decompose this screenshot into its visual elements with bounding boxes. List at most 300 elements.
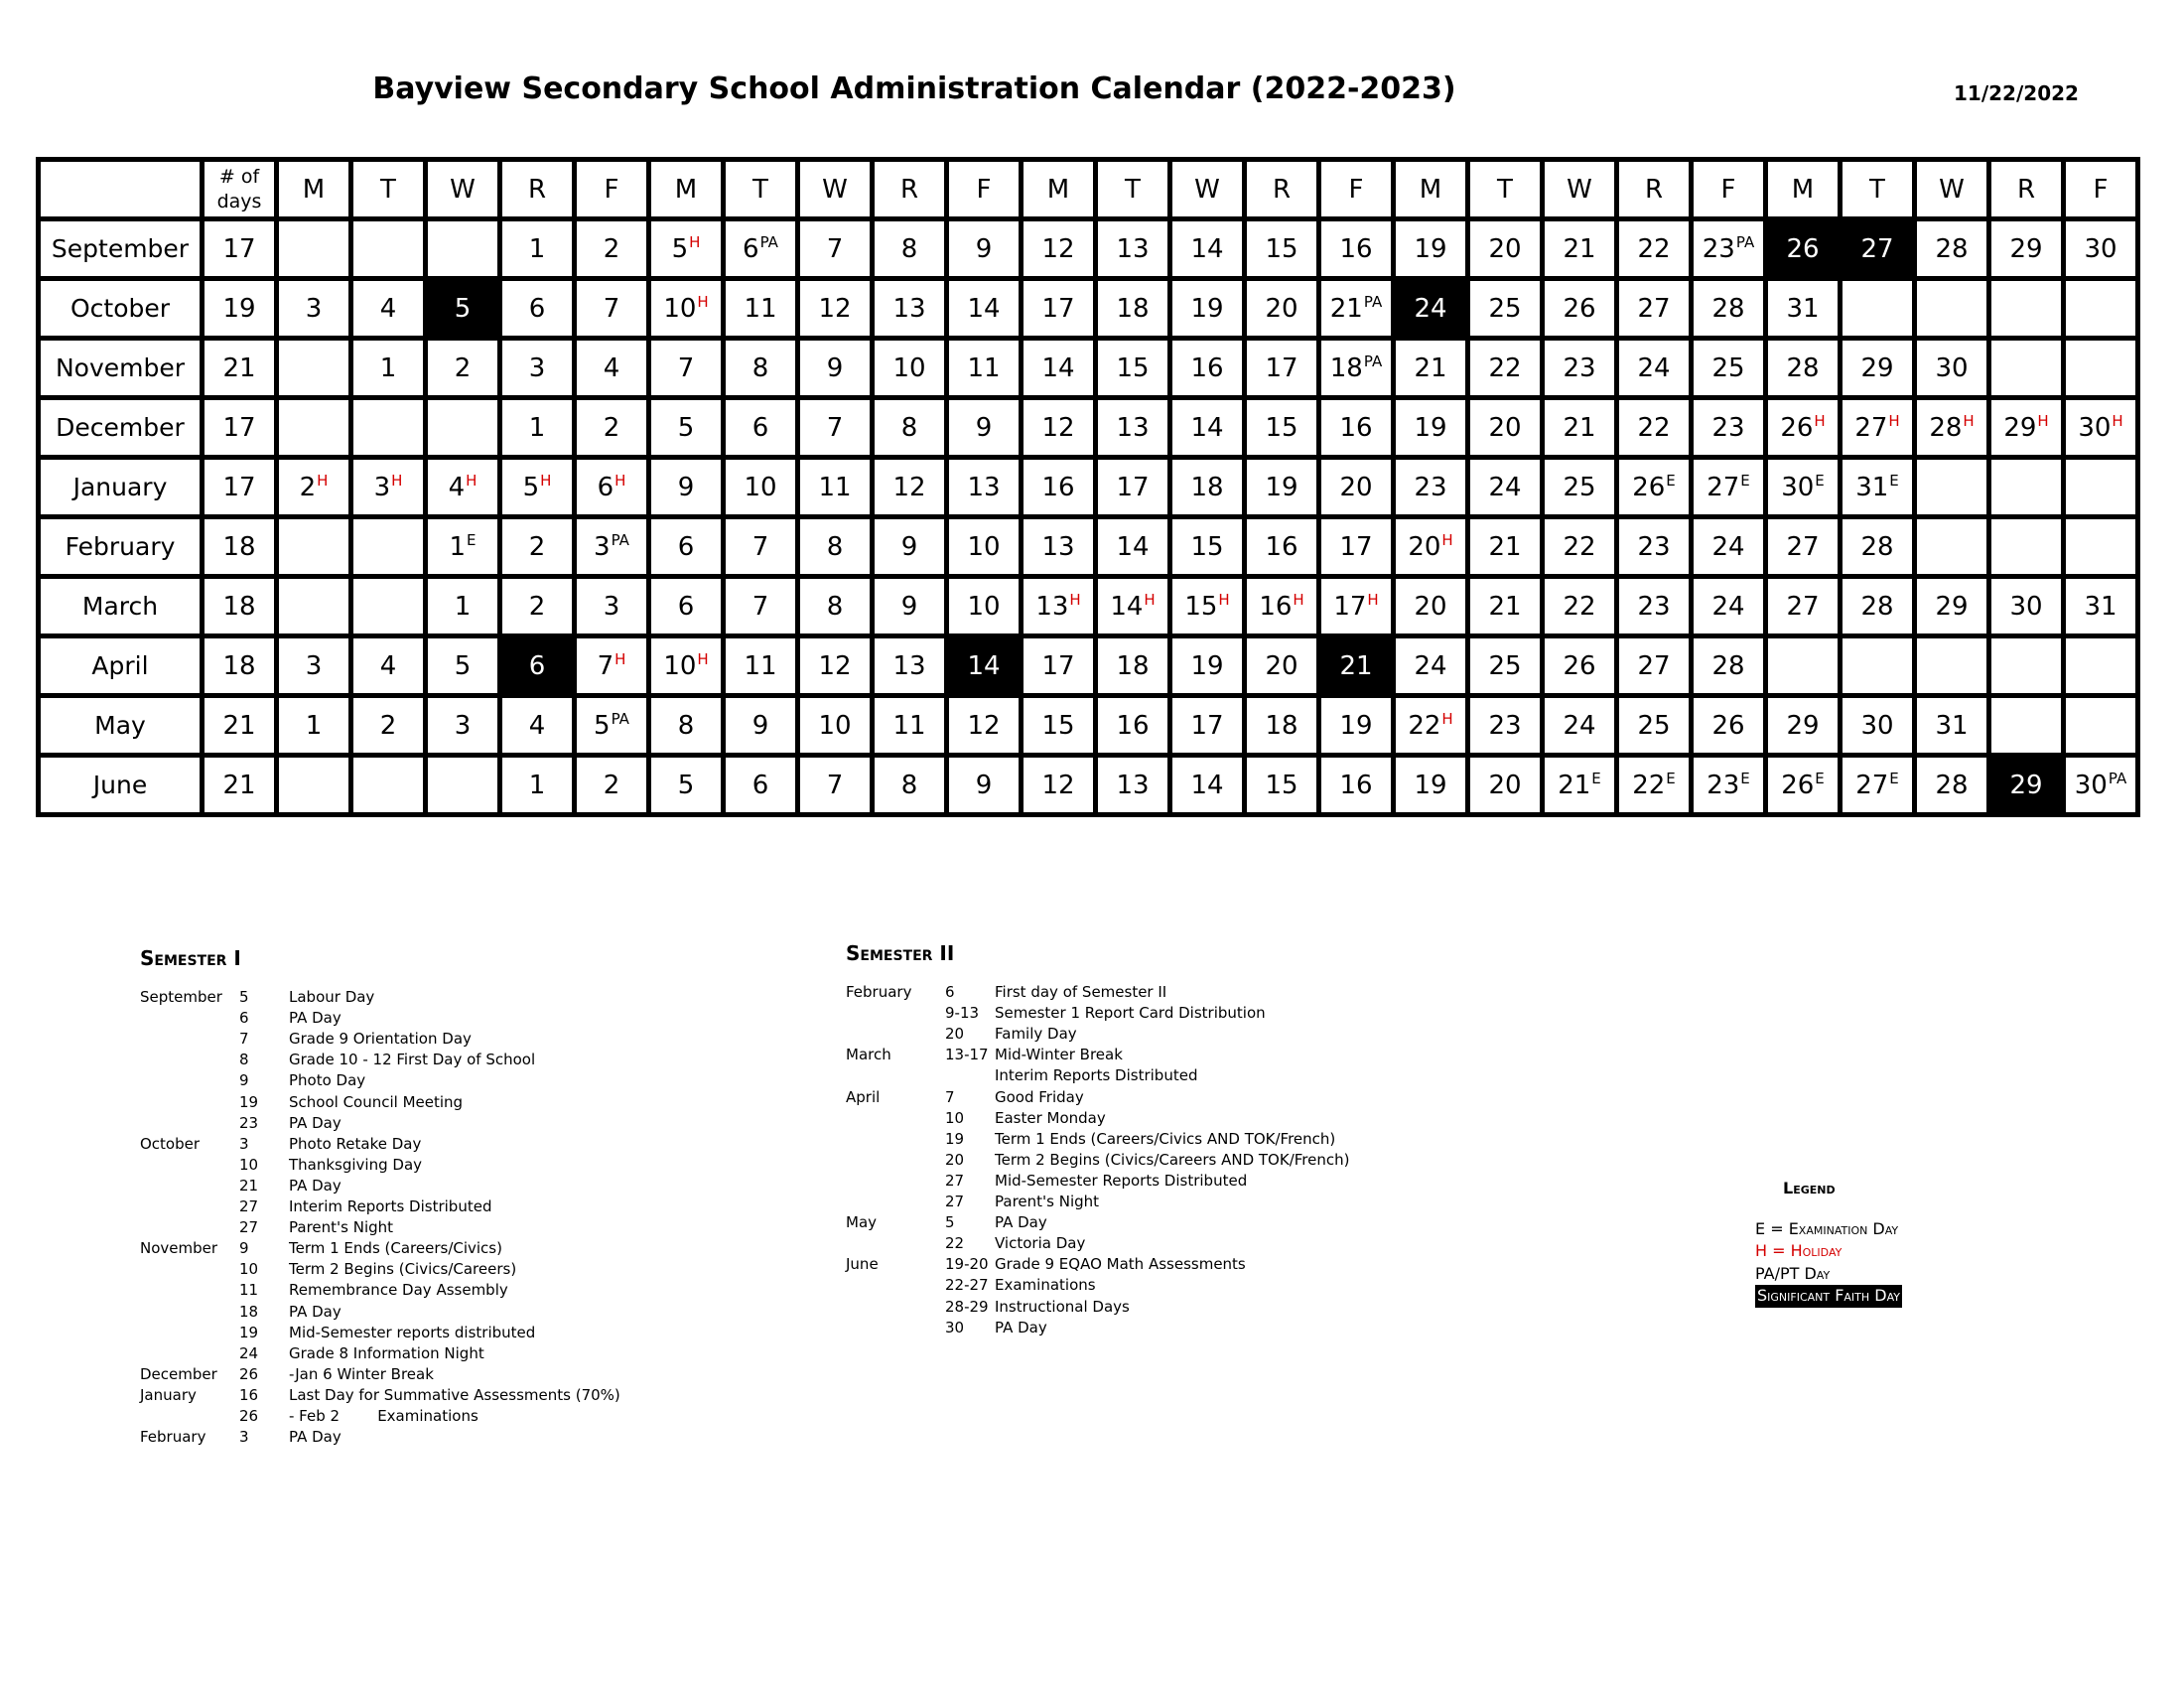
day-cell — [1841, 339, 1915, 398]
day-cell — [500, 756, 575, 815]
event-row — [846, 982, 1349, 1003]
day-cell — [575, 517, 649, 577]
day-number: 1 — [379, 352, 397, 383]
holiday-marker: H — [1441, 709, 1453, 728]
day-cell — [1915, 339, 1989, 398]
event-row — [846, 1065, 1349, 1086]
day-cell — [1543, 219, 1617, 279]
event-row — [140, 1238, 620, 1259]
event-description: Grade 10 - 12 First Day of School — [289, 1051, 536, 1069]
day-number: 18 — [1190, 472, 1224, 502]
day-number: 25 — [1563, 472, 1596, 502]
day-number: 27 — [1854, 412, 1888, 443]
day-number: 21 — [1558, 770, 1591, 800]
day-cell — [2064, 398, 2138, 458]
day-cell — [1841, 398, 1915, 458]
day-cell — [724, 458, 798, 517]
day-cell — [649, 696, 724, 756]
day-number: 8 — [900, 412, 918, 443]
event-day: 3 — [239, 1134, 249, 1153]
pa-day-marker: PA — [611, 709, 629, 728]
day-number: 7 — [603, 293, 620, 324]
day-number: 16 — [1259, 591, 1293, 622]
event-month — [140, 1070, 239, 1091]
day-number: 19 — [1414, 233, 1447, 264]
day-number: 29 — [2009, 233, 2043, 264]
weekday-header: M — [1394, 160, 1468, 219]
event-description: Easter Monday — [995, 1108, 1106, 1127]
day-number: 6 — [597, 472, 614, 502]
event-month — [140, 1092, 239, 1113]
event-day: 23 — [239, 1113, 259, 1132]
day-cell — [575, 398, 649, 458]
day-number: 2 — [528, 531, 546, 562]
day-number: 23 — [1702, 233, 1735, 264]
day-number: 21 — [1339, 650, 1373, 681]
day-cell — [351, 696, 426, 756]
event-description: Interim Reports Distributed — [289, 1197, 492, 1216]
day-cell — [1245, 577, 1319, 636]
day-cell — [1841, 279, 1915, 339]
day-cell — [649, 756, 724, 815]
event-month — [140, 1302, 239, 1323]
day-cell — [1766, 219, 1841, 279]
event-month — [846, 1275, 945, 1296]
day-cell — [426, 398, 500, 458]
day-number: 8 — [826, 531, 844, 562]
day-number: 6 — [677, 591, 695, 622]
event-description: PA Day — [289, 1428, 341, 1447]
day-cell — [575, 756, 649, 815]
day-cell — [1319, 696, 1394, 756]
day-number: 4 — [448, 472, 466, 502]
day-number: 22 — [1637, 412, 1671, 443]
day-cell — [2064, 339, 2138, 398]
weekday-header: M — [277, 160, 351, 219]
day-cell — [1692, 339, 1766, 398]
holiday-marker: H — [1218, 590, 1230, 609]
event-month — [846, 1192, 945, 1212]
day-number: 10 — [744, 472, 777, 502]
day-number: 28 — [1711, 293, 1745, 324]
weekday-header: T — [351, 160, 426, 219]
event-day: 19 — [945, 1129, 965, 1148]
month-row — [39, 756, 2138, 815]
day-cell — [1468, 458, 1543, 517]
day-cell — [1766, 577, 1841, 636]
day-number: 25 — [1711, 352, 1745, 383]
day-number: 15 — [1184, 591, 1218, 622]
day-cell — [1841, 517, 1915, 577]
day-number: 21 — [1488, 591, 1522, 622]
day-cell — [1766, 398, 1841, 458]
event-month: June — [846, 1255, 879, 1274]
legend-holiday: H = Holiday — [1755, 1241, 1843, 1260]
day-cell — [1915, 696, 1989, 756]
day-cell — [1543, 696, 1617, 756]
calendar-table — [36, 157, 2140, 817]
exam-marker: E — [1889, 769, 1899, 787]
event-day: 19 — [239, 1323, 259, 1341]
day-number: 29 — [1860, 352, 1894, 383]
day-cell — [1766, 756, 1841, 815]
day-number: 15 — [1265, 233, 1298, 264]
pa-day-marker: PA — [1363, 352, 1383, 370]
day-number: 28 — [1929, 412, 1963, 443]
month-row — [39, 577, 2138, 636]
day-number: 1 — [528, 770, 546, 800]
month-label: December — [39, 398, 203, 458]
event-month: April — [846, 1087, 881, 1106]
event-day: 8 — [239, 1051, 249, 1069]
day-cell — [1617, 339, 1692, 398]
day-cell — [1617, 577, 1692, 636]
day-number: 16 — [1041, 472, 1075, 502]
event-description: Grade 9 EQAO Math Assessments — [995, 1255, 1246, 1274]
pa-day-marker: PA — [1735, 232, 1755, 251]
day-number: 6 — [751, 412, 769, 443]
event-row — [140, 1092, 620, 1113]
day-number: 19 — [1265, 472, 1298, 502]
day-cell — [1096, 398, 1170, 458]
day-cell — [351, 756, 426, 815]
day-cell — [500, 696, 575, 756]
event-month — [140, 1323, 239, 1343]
day-number: 9 — [975, 770, 993, 800]
day-cell — [724, 339, 798, 398]
event-month — [846, 1024, 945, 1045]
day-number: 16 — [1190, 352, 1224, 383]
month-label: January — [39, 458, 203, 517]
day-cell — [1989, 458, 2064, 517]
event-description: -Jan 6 Winter Break — [289, 1364, 434, 1383]
day-number: 25 — [1488, 293, 1522, 324]
exam-marker: E — [1815, 471, 1825, 490]
event-month — [140, 1029, 239, 1050]
day-number: 28 — [1711, 650, 1745, 681]
exam-marker: E — [1666, 471, 1676, 490]
legend-pa-day: PA/PT Day — [1755, 1263, 1831, 1283]
day-number: 19 — [1414, 412, 1447, 443]
event-month — [140, 1196, 239, 1217]
day-cell — [1617, 279, 1692, 339]
day-number: 28 — [1935, 770, 1969, 800]
event-day: 28-29 — [945, 1297, 989, 1316]
day-number: 30 — [1935, 352, 1969, 383]
day-number: 20 — [1488, 233, 1522, 264]
holiday-marker: H — [697, 649, 709, 668]
day-number: 15 — [1265, 770, 1298, 800]
day-cell — [1543, 398, 1617, 458]
day-cell — [798, 279, 873, 339]
day-cell — [1543, 339, 1617, 398]
event-row — [846, 1297, 1349, 1318]
day-cell — [277, 458, 351, 517]
day-number: 18 — [1116, 650, 1150, 681]
event-description: Semester 1 Report Card Distribution — [995, 1004, 1266, 1023]
day-cell — [873, 219, 947, 279]
event-day: 27 — [945, 1171, 965, 1190]
event-day: 20 — [945, 1025, 965, 1044]
day-cell — [1319, 756, 1394, 815]
day-cell — [724, 756, 798, 815]
month-label: September — [39, 219, 203, 279]
day-cell — [947, 696, 1022, 756]
day-cell — [1989, 756, 2064, 815]
event-description: Photo Retake Day — [289, 1134, 422, 1153]
day-cell — [1468, 398, 1543, 458]
day-cell — [500, 279, 575, 339]
event-row — [846, 1108, 1349, 1129]
day-cell — [575, 636, 649, 696]
day-cell — [500, 636, 575, 696]
pa-day-marker: PA — [611, 530, 629, 549]
event-description: Family Day — [995, 1025, 1077, 1044]
day-number: 1 — [449, 531, 467, 562]
event-day: 6 — [239, 1009, 249, 1028]
day-number: 10 — [663, 650, 697, 681]
day-number: 20 — [1488, 412, 1522, 443]
day-number: 12 — [818, 650, 852, 681]
day-number: 31 — [2084, 591, 2117, 622]
weekday-header: R — [500, 160, 575, 219]
day-number: 21 — [1563, 233, 1596, 264]
day-cell — [1394, 398, 1468, 458]
event-month — [846, 1065, 945, 1086]
event-month — [846, 1150, 945, 1171]
day-cell — [1617, 219, 1692, 279]
event-month — [846, 1233, 945, 1254]
day-cell — [1245, 636, 1319, 696]
month-row — [39, 279, 2138, 339]
day-number: 17 — [1116, 472, 1150, 502]
day-cell — [426, 279, 500, 339]
day-number: 7 — [826, 233, 844, 264]
day-number: 27 — [1786, 531, 1820, 562]
day-cell — [798, 517, 873, 577]
event-row — [140, 1302, 620, 1323]
day-number: 14 — [1041, 352, 1075, 383]
day-number: 21 — [1414, 352, 1447, 383]
weekday-header: T — [1468, 160, 1543, 219]
event-month — [846, 1297, 945, 1318]
day-cell — [2064, 696, 2138, 756]
month-label: June — [39, 756, 203, 815]
day-number: 20 — [1488, 770, 1522, 800]
event-row — [846, 1171, 1349, 1192]
event-description: PA Day — [995, 1318, 1047, 1336]
day-cell — [1394, 339, 1468, 398]
day-cell — [1468, 636, 1543, 696]
day-cell — [1692, 696, 1766, 756]
event-row — [140, 1280, 620, 1301]
event-row — [140, 1008, 620, 1029]
event-description: Mid-Semester reports distributed — [289, 1323, 536, 1341]
day-number: 29 — [1935, 591, 1969, 622]
day-number: 19 — [1414, 770, 1447, 800]
event-day: 19 — [239, 1092, 259, 1111]
day-cell — [1543, 577, 1617, 636]
day-number: 30 — [1781, 472, 1815, 502]
day-cell — [2064, 577, 2138, 636]
day-cell — [1096, 636, 1170, 696]
day-number: 21 — [1329, 293, 1363, 324]
exam-marker: E — [1591, 769, 1601, 787]
day-cell — [500, 458, 575, 517]
event-month — [846, 1129, 945, 1150]
event-month — [846, 1003, 945, 1024]
month-day-count: 18 — [203, 517, 277, 577]
day-number: 31 — [1855, 472, 1889, 502]
event-row — [846, 1024, 1349, 1045]
event-row — [140, 1176, 620, 1196]
day-cell — [873, 636, 947, 696]
day-cell — [426, 636, 500, 696]
day-number: 20 — [1265, 293, 1298, 324]
event-description: PA Day — [995, 1213, 1047, 1232]
day-number: 15 — [1116, 352, 1150, 383]
day-number: 23 — [1488, 710, 1522, 741]
day-number: 3 — [528, 352, 546, 383]
day-cell — [1022, 696, 1096, 756]
day-number: 13 — [892, 293, 926, 324]
day-number: 22 — [1632, 770, 1666, 800]
day-cell — [1915, 577, 1989, 636]
day-cell — [947, 339, 1022, 398]
day-number: 17 — [1041, 650, 1075, 681]
event-month — [140, 1259, 239, 1280]
event-month — [140, 1406, 239, 1427]
day-cell — [649, 219, 724, 279]
day-cell — [277, 696, 351, 756]
day-cell — [947, 279, 1022, 339]
holiday-marker: H — [2037, 411, 2049, 430]
day-cell — [1915, 219, 1989, 279]
day-cell — [947, 398, 1022, 458]
weekday-header: R — [1245, 160, 1319, 219]
day-cell — [1245, 517, 1319, 577]
day-number: 9 — [751, 710, 769, 741]
month-day-count: 18 — [203, 636, 277, 696]
day-cell — [649, 636, 724, 696]
day-cell — [1096, 279, 1170, 339]
event-day: 30 — [945, 1318, 965, 1336]
day-cell — [1170, 279, 1245, 339]
weekday-header: F — [2064, 160, 2138, 219]
day-number: 30 — [2074, 770, 2108, 800]
day-cell — [1319, 458, 1394, 517]
day-cell — [873, 458, 947, 517]
event-description: School Council Meeting — [289, 1092, 464, 1111]
day-cell — [351, 279, 426, 339]
event-month — [140, 1113, 239, 1134]
event-month: November — [140, 1239, 218, 1258]
day-number: 7 — [597, 650, 614, 681]
event-day: 3 — [239, 1428, 249, 1447]
exam-marker: E — [1740, 471, 1750, 490]
month-day-count: 18 — [203, 577, 277, 636]
month-row — [39, 339, 2138, 398]
event-description: Good Friday — [995, 1087, 1084, 1106]
day-cell — [2064, 279, 2138, 339]
weekday-header: M — [1766, 160, 1841, 219]
day-number: 13 — [1116, 233, 1150, 264]
pa-day-marker: PA — [759, 232, 778, 251]
day-cell — [1245, 458, 1319, 517]
day-number: 27 — [1786, 591, 1820, 622]
day-cell — [1543, 517, 1617, 577]
day-cell — [1170, 696, 1245, 756]
day-number: 11 — [892, 710, 926, 741]
day-number: 13 — [1116, 412, 1150, 443]
day-cell — [1096, 756, 1170, 815]
day-number: 24 — [1488, 472, 1522, 502]
event-row — [846, 1254, 1349, 1275]
day-number: 4 — [379, 650, 397, 681]
day-cell — [1319, 339, 1394, 398]
day-number: 24 — [1414, 650, 1447, 681]
day-cell — [575, 219, 649, 279]
event-description: First day of Semester II — [995, 983, 1167, 1002]
month-label: October — [39, 279, 203, 339]
event-row — [140, 1406, 620, 1427]
day-cell — [351, 458, 426, 517]
event-day: 18 — [239, 1302, 259, 1321]
event-description: Mid-Winter Break — [995, 1046, 1123, 1064]
event-description: Instructional Days — [995, 1297, 1130, 1316]
day-cell — [1989, 339, 2064, 398]
day-cell — [1617, 458, 1692, 517]
day-number: 5 — [671, 233, 689, 264]
day-number: 12 — [967, 710, 1001, 741]
day-cell — [1915, 517, 1989, 577]
pa-day-marker: PA — [1363, 292, 1383, 311]
event-row — [846, 1003, 1349, 1024]
event-row — [846, 1275, 1349, 1296]
day-cell — [1170, 398, 1245, 458]
day-cell — [798, 696, 873, 756]
day-number: 28 — [1786, 352, 1820, 383]
day-cell — [649, 577, 724, 636]
month-label: March — [39, 577, 203, 636]
day-cell — [1915, 636, 1989, 696]
event-month: October — [140, 1134, 201, 1153]
event-day: 24 — [239, 1343, 259, 1362]
holiday-marker: H — [2112, 411, 2123, 430]
event-day: 5 — [945, 1213, 955, 1232]
day-number: 3 — [305, 293, 323, 324]
day-cell — [1766, 517, 1841, 577]
day-cell — [277, 636, 351, 696]
event-row — [140, 1427, 620, 1448]
event-month — [140, 1217, 239, 1238]
event-month — [140, 1008, 239, 1029]
month-day-count: 17 — [203, 398, 277, 458]
weekday-header: W — [1915, 160, 1989, 219]
day-number: 1 — [454, 591, 472, 622]
day-cell — [1915, 458, 1989, 517]
day-number: 23 — [1711, 412, 1745, 443]
month-label: November — [39, 339, 203, 398]
day-cell — [1022, 756, 1096, 815]
event-description: Mid-Semester Reports Distributed — [995, 1171, 1248, 1190]
day-number: 2 — [454, 352, 472, 383]
day-number: 7 — [751, 531, 769, 562]
day-cell — [1394, 219, 1468, 279]
day-number: 10 — [892, 352, 926, 383]
event-day: 13-17 — [945, 1046, 989, 1064]
day-number: 15 — [1041, 710, 1075, 741]
